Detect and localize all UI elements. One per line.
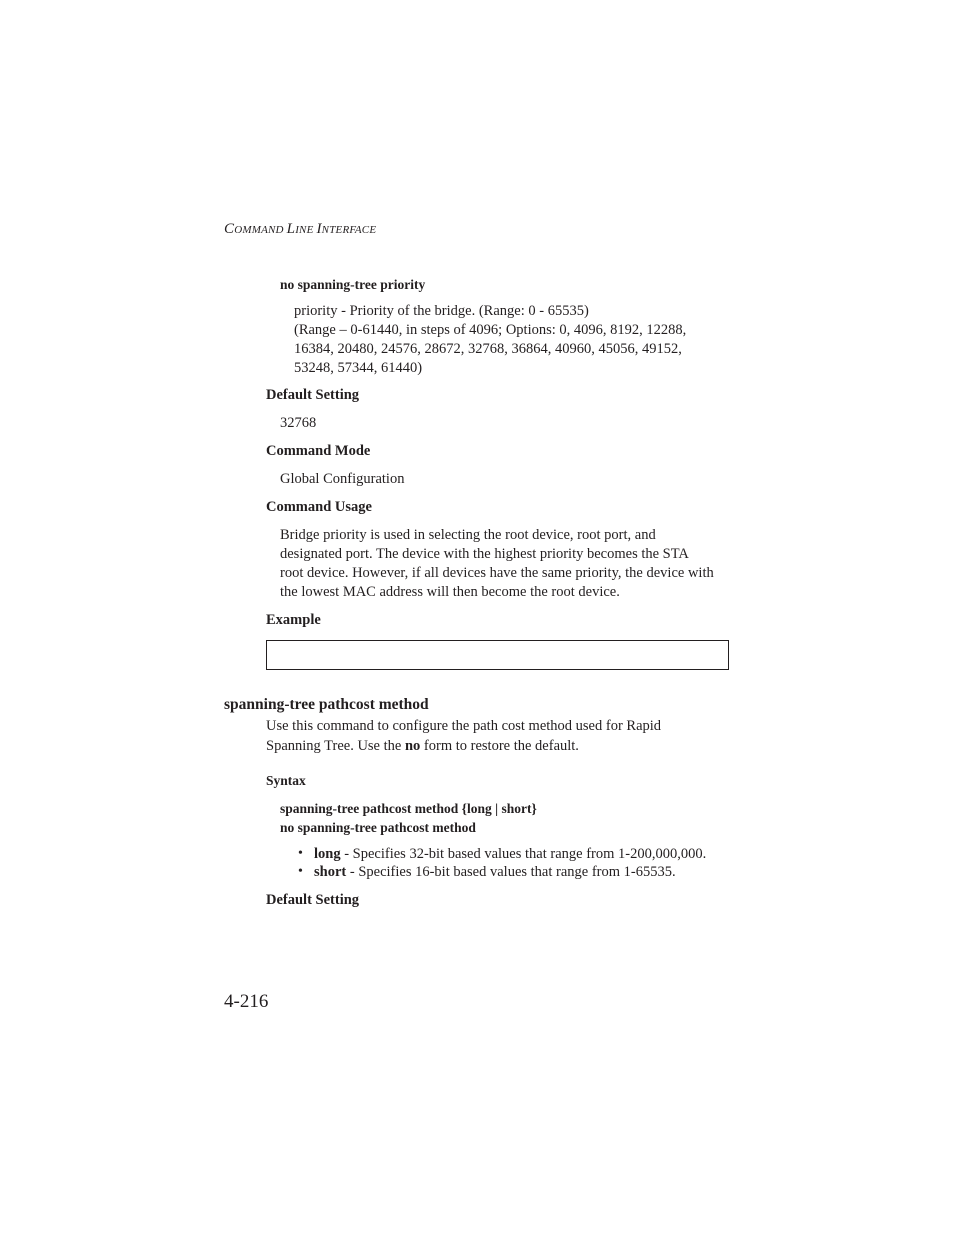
command-mode-value: Global Configuration [280, 471, 405, 487]
header-part: OMMAND [234, 224, 287, 236]
bullet-icon: • [298, 846, 303, 861]
example-heading: Example [266, 612, 321, 628]
command-title: spanning-tree pathcost method [224, 696, 429, 713]
param-line: 16384, 20480, 24576, 28672, 32768, 36864, 40960, 45056, 49152, [294, 341, 682, 357]
bullet-term: short [314, 864, 347, 880]
header-part: INE [295, 224, 317, 236]
description-keyword: no [404, 738, 421, 754]
description-line: Use this command to configure the path cost method used for Rapid [266, 718, 662, 734]
default-setting-value: 32768 [280, 415, 317, 431]
command-usage-heading: Command Usage [266, 499, 372, 515]
syntax-heading: Syntax [266, 773, 306, 788]
example-code-box [266, 640, 729, 670]
syntax-line: spanning-tree pathcost method {long | short} [280, 801, 537, 816]
running-header [224, 221, 376, 238]
bullet-item [314, 864, 676, 881]
usage-line: root device. However, if all devices have the same priority, the device with [280, 565, 714, 581]
bullet-icon: • [298, 864, 303, 879]
usage-line: designated port. The device with the highest priority becomes the STA [280, 546, 689, 562]
bullet-term: long [314, 846, 341, 862]
header-part: C [224, 221, 235, 237]
description-text: form to restore the default. [420, 738, 579, 754]
page-number: 4-216 [224, 991, 269, 1012]
default-setting-heading: Default Setting [266, 387, 360, 403]
param-line: (Range – 0-61440, in steps of 4096; Options: 0, 4096, 8192, 12288, [294, 322, 687, 338]
usage-line: the lowest MAC address will then become the root device. [280, 584, 620, 600]
usage-line: Bridge priority is used in selecting the root device, root port, and [280, 527, 656, 543]
no-form-syntax: no spanning-tree priority [280, 277, 426, 292]
description-text: Spanning Tree. Use the [266, 738, 405, 754]
bullet-item [314, 846, 706, 863]
description-line [266, 738, 579, 755]
param-line: priority - Priority of the bridge. (Range: 0 - 65535) [294, 303, 589, 319]
header-part: NTERFACE [321, 224, 377, 236]
bullet-text: - Specifies 16-bit based values that range from 1-65535. [346, 864, 676, 880]
bullet-text: - Specifies 32-bit based values that range from 1-200,000,000. [340, 846, 707, 862]
header-part: L [286, 221, 296, 237]
header-part: I [316, 221, 322, 237]
param-line: 53248, 57344, 61440) [294, 360, 423, 376]
command-mode-heading: Command Mode [266, 443, 371, 459]
syntax-line: no spanning-tree pathcost method [280, 820, 476, 835]
default-setting-heading: Default Setting [266, 892, 360, 908]
